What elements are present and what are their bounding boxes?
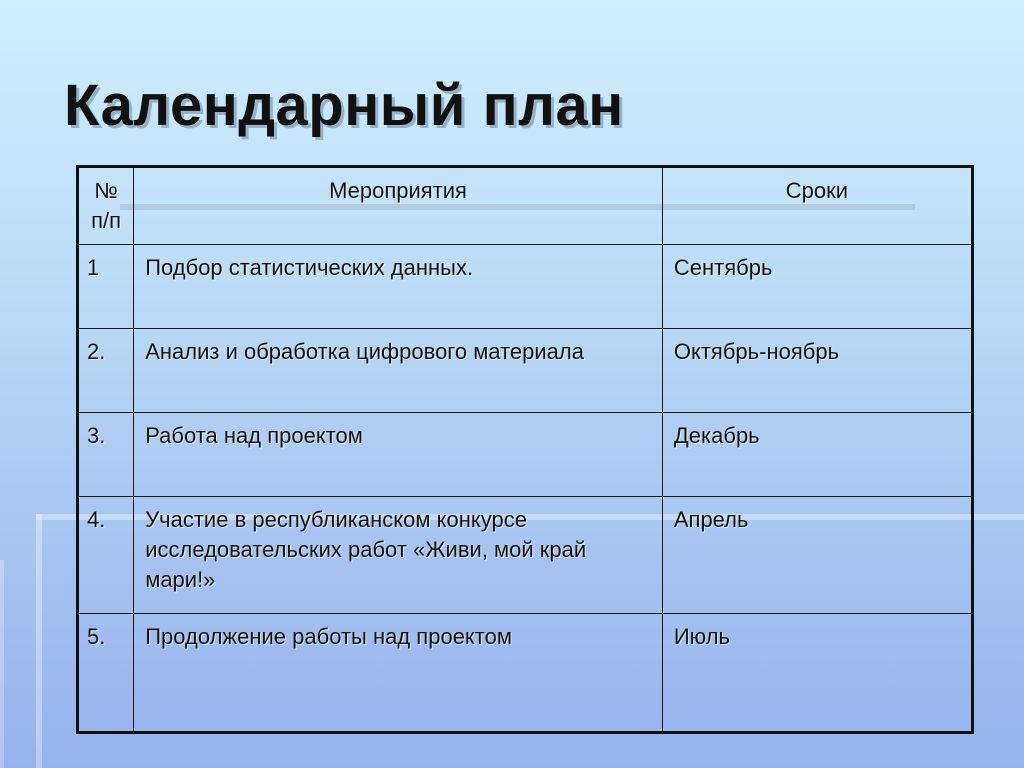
row-event: Работа над проектом	[134, 413, 663, 497]
row-term: Сентябрь	[662, 245, 972, 329]
slide-title: Календарный план	[64, 73, 624, 138]
table-row	[78, 497, 973, 614]
table-row	[78, 413, 973, 497]
row-term: Октябрь-ноябрь	[662, 329, 972, 413]
calendar-plan-table	[76, 165, 974, 734]
header-event: Мероприятия	[134, 167, 663, 245]
decorative-stripe	[36, 514, 42, 768]
row-num: 1	[78, 245, 134, 329]
row-num: 3.	[78, 413, 134, 497]
row-event: Анализ и обработка цифрового материала	[134, 329, 663, 413]
row-term: Июль	[662, 614, 972, 733]
row-num: 5.	[78, 614, 134, 733]
row-event: Участие в республиканском конкурсе исследовательских работ «Живи, мой край мари!»	[134, 497, 663, 614]
table-header-row	[78, 167, 973, 245]
row-term: Апрель	[662, 497, 972, 614]
row-event: Подбор статистических данных.	[134, 245, 663, 329]
row-event: Продолжение работы над проектом	[134, 614, 663, 733]
table-row	[78, 329, 973, 413]
row-num: 4.	[78, 497, 134, 614]
header-num: № п/п	[78, 167, 134, 245]
header-term: Сроки	[662, 167, 972, 245]
table-row	[78, 245, 973, 329]
table-row	[78, 614, 973, 733]
decorative-stripe	[0, 560, 4, 768]
row-term: Декабрь	[662, 413, 972, 497]
row-num: 2.	[78, 329, 134, 413]
